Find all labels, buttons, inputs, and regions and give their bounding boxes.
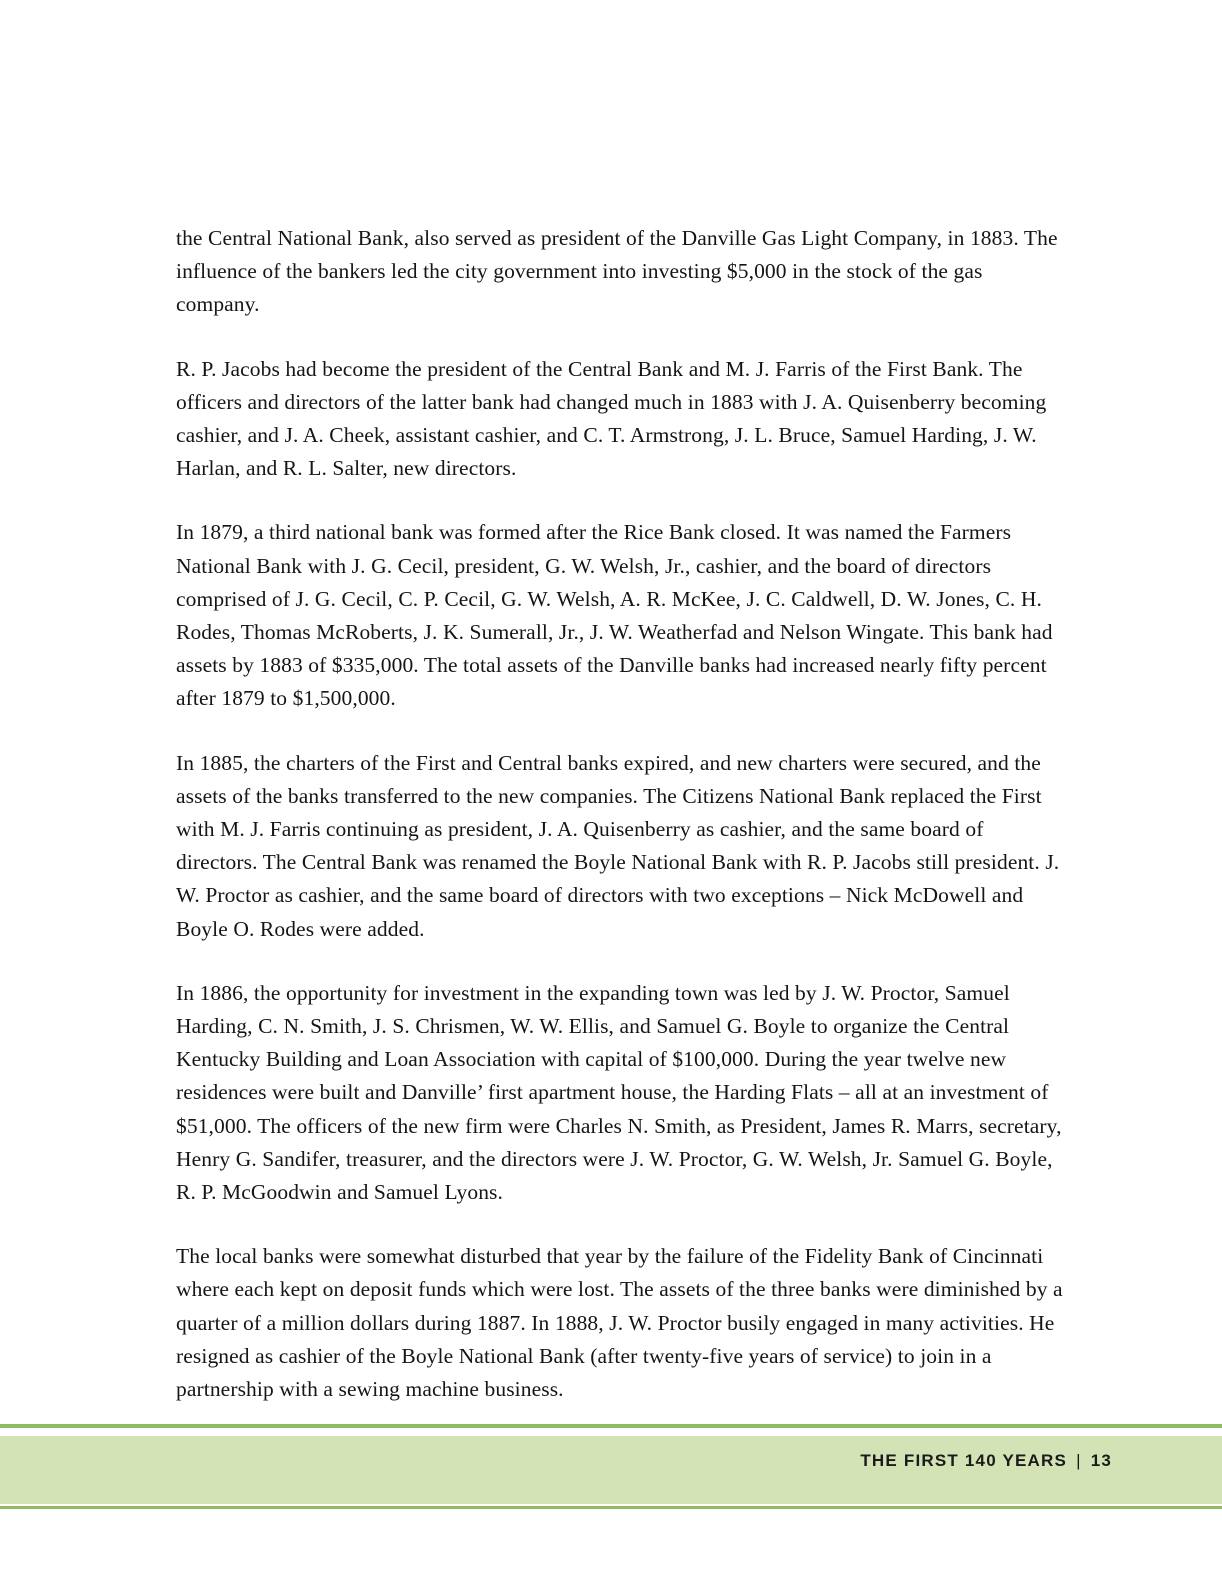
page-number: 13 [1090,1451,1112,1470]
paragraph: the Central National Bank, also served as president of the Danville Gas Light Company, in 1883. The influence of the bankers led the city government into investing $5,000 in the stock of the gas company. [176,226,1058,317]
paragraph: The local banks were somewhat disturbed that year by the failure of the Fidelity Bank of Cincinnati where each kept on deposit funds which were lost. The assets of the three banks were diminished by a quarter of a million dollars during 1887. In 1888, J. W. Proctor busily engaged in many activities. He resigned as cashier of the Boyle National Bank (after twenty-five years of service) to join in a partnership with a sewing machine business. [176,1244,1063,1402]
footer-separator: | [1076,1451,1082,1470]
paragraph: In 1879, a third national bank was formed after the Rice Bank closed. It was named the Farmers National Bank with J. G. Cecil, president, G. W. Welsh, Jr., cashier, and the board of directors comprised of J. G. Cecil, C. P. Cecil, G. W. Welsh, A. R. McKee, J. C. Caldwell, D. W. Jones, C. H. Rodes, Thomas McRoberts, J. K. Sumerall, Jr., J. W. Weatherfad and Nelson Wingate. This bank had assets by 1883 of $335,000. The total assets of the Danville banks had increased nearly fifty percent after 1879 to $1,500,000. [176,520,1053,711]
paragraph: R. P. Jacobs had become the president of the Central Bank and M. J. Farris of the First Bank. The officers and directors of the latter bank had changed much in 1883 with J. A. Quisenberry becoming cashier, and J. A. Cheek, assistant cashier, and C. T. Armstrong, J. L. Bruce, Samuel Harding, J. W. Harlan, and R. L. Salter, new directors. [176,356,1047,481]
footer-bottom-rule [0,1506,1222,1509]
paragraph: In 1885, the charters of the First and Central banks expired, and new charters were secured, and the assets of the banks transferred to the new companies. The Citizens National Bank replaced the First with M. J. Farris continuing as president, J. A. Quisenberry as cashier, and the same board of directors. The Central Bank was renamed the Boyle National Bank with R. P. Jacobs still president. J. W. Proctor as cashier, and the same board of directors with two exceptions – Nick McDowell and Boyle O. Rodes were added. [176,750,1060,941]
paragraph: In 1886, the opportunity for investment in the expanding town was led by J. W. Proctor, Samuel Harding, C. N. Smith, J. S. Chrismen, W. W. Ellis, and Samuel G. Boyle to organize the Central Kentucky Building and Loan Association with capital of $100,000. During the year twelve new residences were built and Danville’ first apartment house, the Harding Flats – all at an investment of $51,000. The officers of the new firm were Charles N. Smith, as President, James R. Marrs, secretary, Henry G. Sandifer, treasurer, and the directors were J. W. Proctor, G. W. Welsh, Jr. Samuel G. Boyle, R. P. McGoodwin and Samuel Lyons. [176,980,1062,1205]
footer-top-rule [0,1424,1222,1428]
footer-book-title: THE FIRST 140 YEARS [860,1451,1068,1470]
footer-text [860,1451,1112,1471]
body-text [176,222,1064,1406]
page-footer [0,1424,1222,1582]
